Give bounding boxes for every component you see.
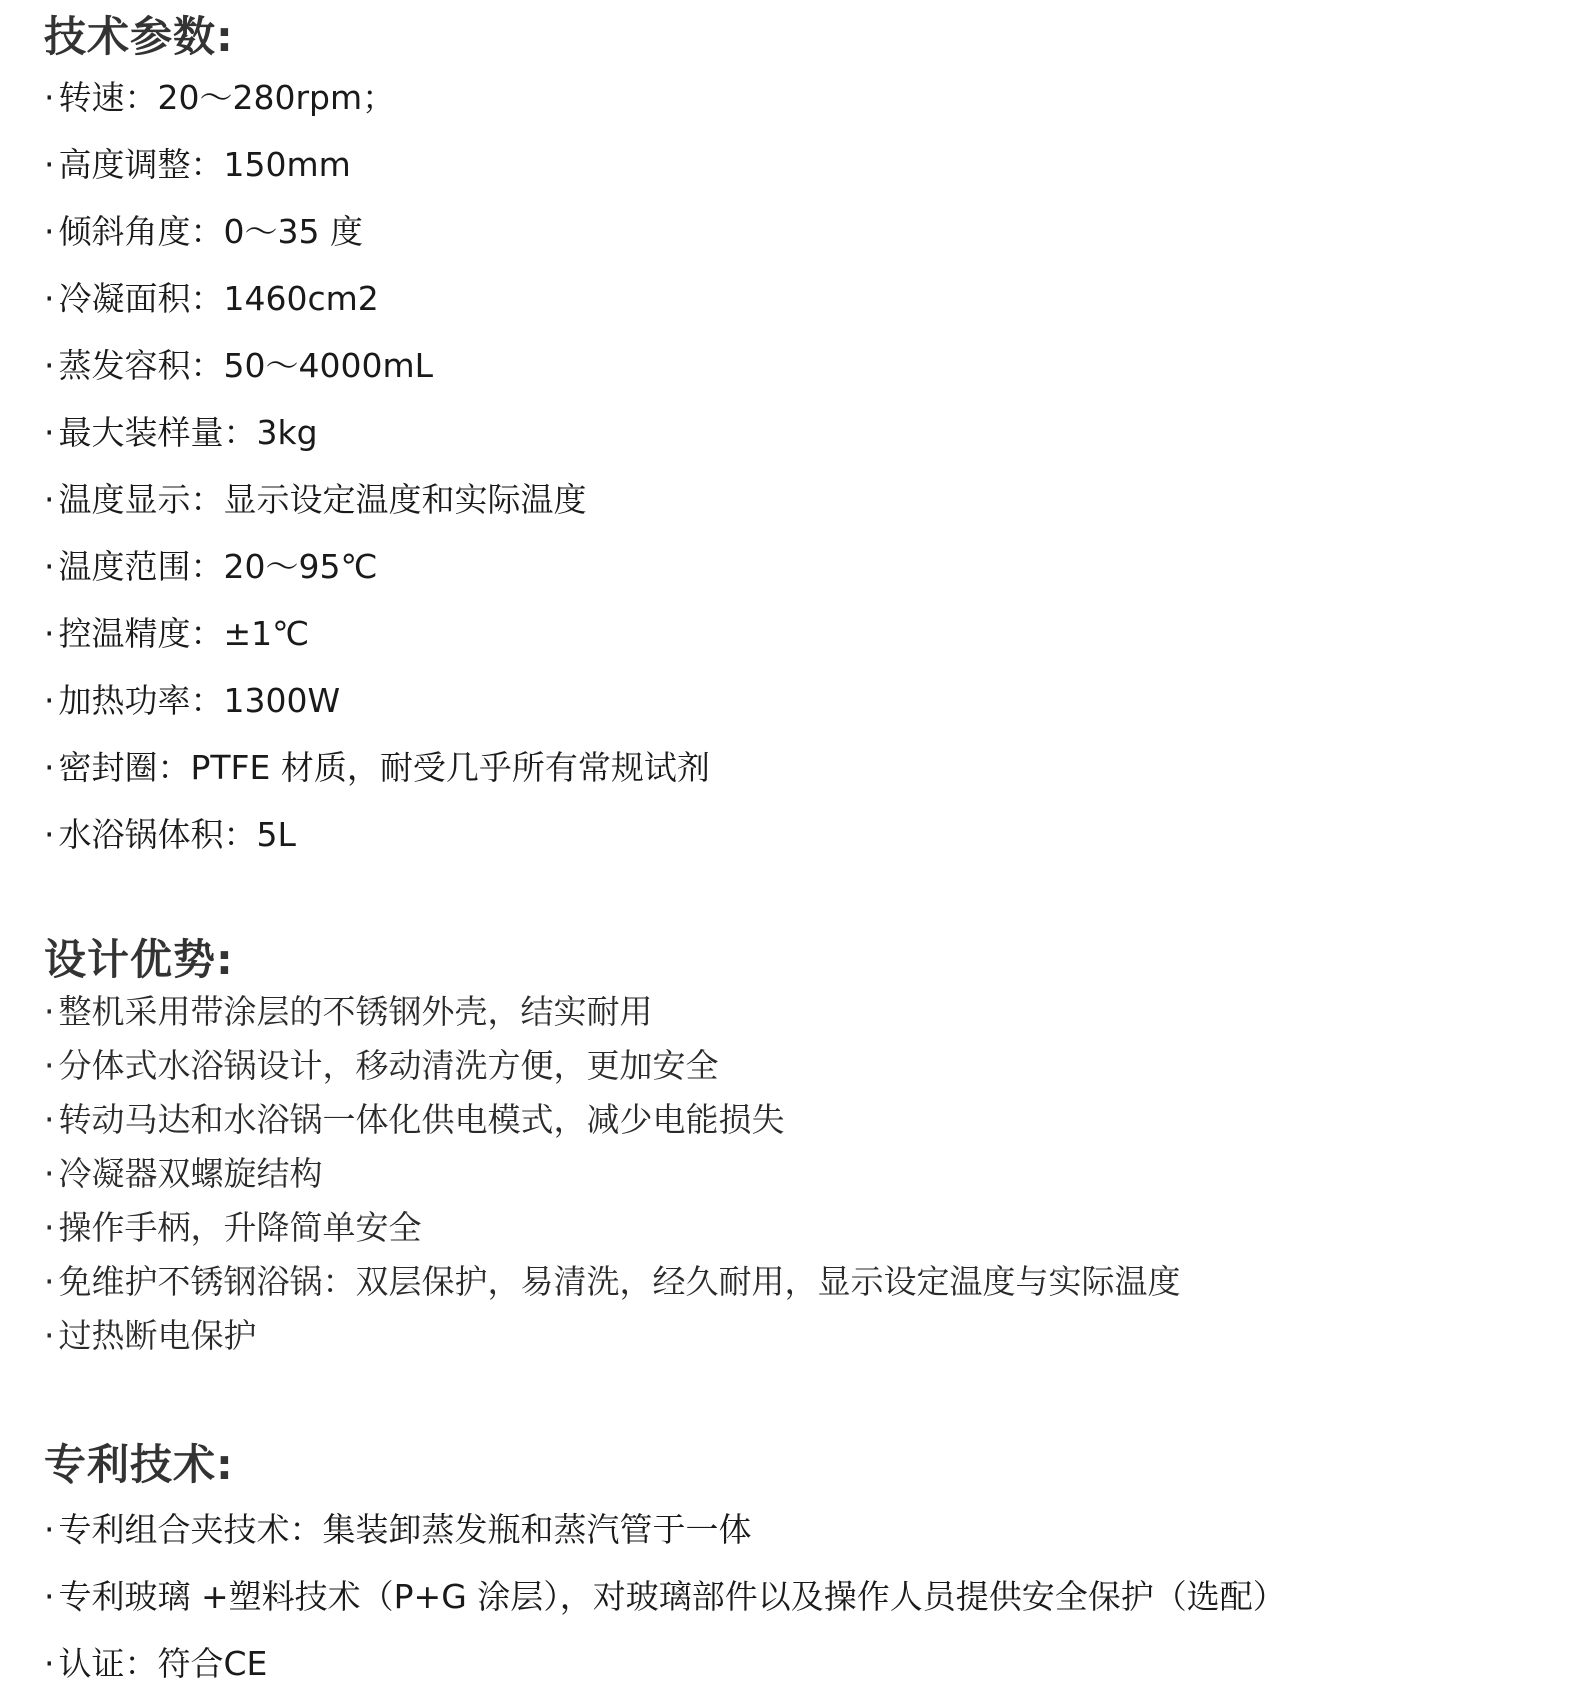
design-advantages-list — [44, 985, 1181, 1363]
list-item-text: · 认证：符合CE — [44, 1644, 267, 1683]
list-item — [44, 1255, 1181, 1309]
design-advantages-section — [44, 935, 1181, 1363]
list-item-text: · 转动马达和水浴锅一体化供电模式，减少电能损失 — [44, 1100, 785, 1139]
section-title: 技术参数: — [44, 12, 234, 61]
tech-params-section — [44, 12, 710, 868]
list-item — [44, 1039, 1181, 1093]
list-item — [44, 466, 710, 533]
list-item — [44, 1093, 1181, 1147]
list-item — [44, 667, 710, 734]
list-item-text: · 最大装样量：3kg — [44, 413, 318, 452]
list-item-text: · 高度调整：150mm — [44, 145, 351, 184]
list-item-text: · 控温精度：±1℃ — [44, 614, 309, 653]
list-item-text: · 分体式水浴锅设计，移动清洗方便，更加安全 — [44, 1046, 719, 1085]
section-title: 设计优势: — [44, 935, 234, 984]
list-item-text: · 过热断电保护 — [44, 1316, 257, 1355]
list-item-text: · 倾斜角度：0～35 度 — [44, 212, 363, 251]
list-item — [44, 131, 710, 198]
list-item-text: · 专利组合夹技术：集装卸蒸发瓶和蒸汽管于一体 — [44, 1510, 752, 1549]
list-item — [44, 399, 710, 466]
list-item — [44, 801, 710, 868]
list-item-text: · 冷凝器双螺旋结构 — [44, 1154, 323, 1193]
list-item — [44, 734, 710, 801]
list-item — [44, 198, 710, 265]
list-item — [44, 64, 710, 131]
patent-tech-list — [44, 1496, 1286, 1697]
list-item-text: · 蒸发容积：50～4000mL — [44, 346, 433, 385]
list-item-text: · 整机采用带涂层的不锈钢外壳，结实耐用 — [44, 992, 653, 1031]
tech-params-list — [44, 64, 710, 868]
list-item-text: · 冷凝面积：1460cm2 — [44, 279, 379, 318]
list-item — [44, 265, 710, 332]
list-item-text: · 温度显示：显示设定温度和实际温度 — [44, 480, 587, 519]
list-item — [44, 1496, 1286, 1563]
list-item — [44, 1563, 1286, 1630]
list-item-text: · 加热功率：1300W — [44, 681, 340, 720]
list-item — [44, 1630, 1286, 1697]
list-item-text: · 免维护不锈钢浴锅：双层保护，易清洗，经久耐用，显示设定温度与实际温度 — [44, 1262, 1181, 1301]
list-item — [44, 985, 1181, 1039]
patent-tech-section — [44, 1440, 1286, 1697]
list-item — [44, 332, 710, 399]
list-item — [44, 1201, 1181, 1255]
list-item-text: · 密封圈：PTFE 材质，耐受几乎所有常规试剂 — [44, 748, 710, 787]
list-item-text: · 操作手柄，升降简单安全 — [44, 1208, 422, 1247]
list-item-text: · 转速：20～280rpm； — [44, 78, 395, 117]
list-item-text: · 水浴锅体积：5L — [44, 815, 296, 854]
list-item-text: · 温度范围：20～95℃ — [44, 547, 378, 586]
list-item-text: · 专利玻璃 +塑料技术（P+G 涂层），对玻璃部件以及操作人员提供安全保护（选配） — [44, 1577, 1286, 1616]
section-title: 专利技术: — [44, 1440, 234, 1489]
list-item — [44, 1147, 1181, 1201]
list-item — [44, 600, 710, 667]
list-item — [44, 1309, 1181, 1363]
list-item — [44, 533, 710, 600]
